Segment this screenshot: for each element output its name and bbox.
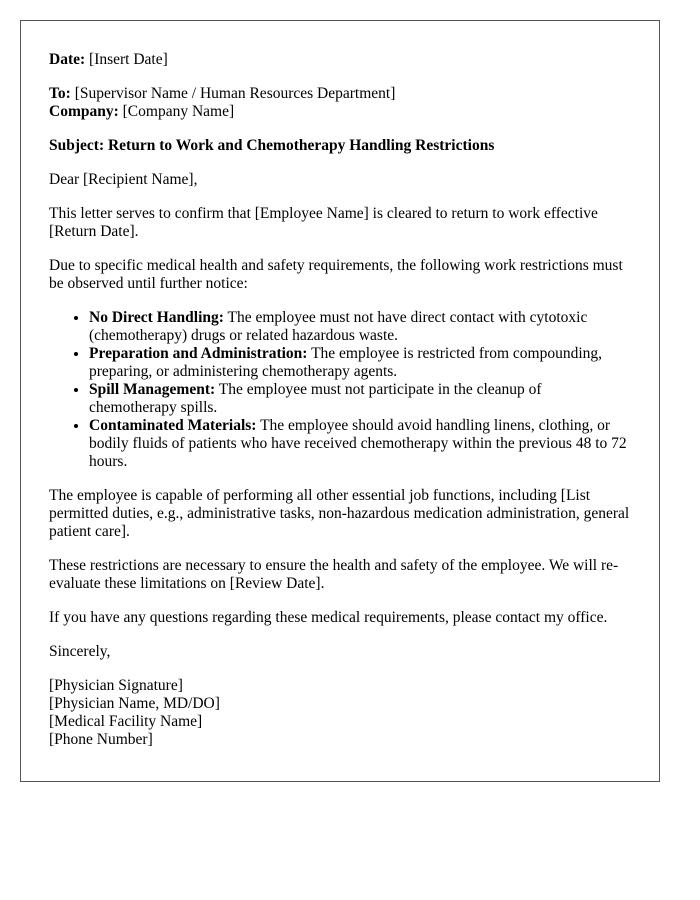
restriction-text: The employee must not have direct contact with cytotoxic (chemotherapy) drugs or related hazardous waste. [89,309,588,344]
signature-block [49,677,631,749]
to-label: To: [49,85,71,102]
capable-paragraph: The employee is capable of performing all other essential job functions, including [List permitted duties, e.g., administrative tasks, non-hazardous medication administration, general patient care]. [49,487,630,540]
list-item [89,309,631,345]
restriction-text: The employee is restricted from compounding, preparing, or administering chemotherapy agents. [89,345,603,380]
signature-line: [Medical Facility Name] [49,713,203,730]
restriction-title: Contaminated Materials: [89,417,257,434]
to-line [49,85,631,103]
company-value: [Company Name] [122,103,235,120]
subject-line [49,137,631,155]
restriction-title: No Direct Handling: [89,309,224,326]
closing: Sincerely, [49,643,111,660]
intro-paragraph: This letter serves to confirm that [Employee Name] is cleared to return to work effective [Return Date]. [49,205,598,240]
contact-paragraph: If you have any questions regarding these medical requirements, please contact my office. [49,609,608,626]
signature-line: [Physician Signature] [49,677,183,694]
list-item [89,345,631,381]
signature-line: [Physician Name, MD/DO] [49,695,220,712]
date-line [49,51,631,69]
list-item [89,381,631,417]
restriction-title: Spill Management: [89,381,216,398]
restrictions-list [49,309,631,471]
signature-line: [Phone Number] [49,731,153,748]
restriction-title: Preparation and Administration: [89,345,308,362]
restrictions-intro: Due to specific medical health and safety requirements, the following work restrictions must be observed until further notice: [49,257,623,292]
date-label: Date: [49,51,86,68]
company-line [49,103,631,121]
company-label: Company: [49,103,119,120]
date-value: [Insert Date] [89,51,168,68]
restriction-text: The employee must not participate in the cleanup of chemotherapy spills. [89,381,542,416]
to-value: [Supervisor Name / Human Resources Department] [74,85,396,102]
list-item [89,417,631,471]
subject-text: Subject: Return to Work and Chemotherapy Handling Restrictions [49,137,495,154]
restriction-text: The employee should avoid handling linens, clothing, or bodily fluids of patients who have received chemotherapy within the previous 48 to 72 hours. [89,417,627,470]
salutation: Dear [Recipient Name], [49,171,198,188]
letter-container [20,20,660,782]
necessity-paragraph: These restrictions are necessary to ensure the health and safety of the employee. We will re-evaluate these limitations on [Review Date]. [49,557,619,592]
